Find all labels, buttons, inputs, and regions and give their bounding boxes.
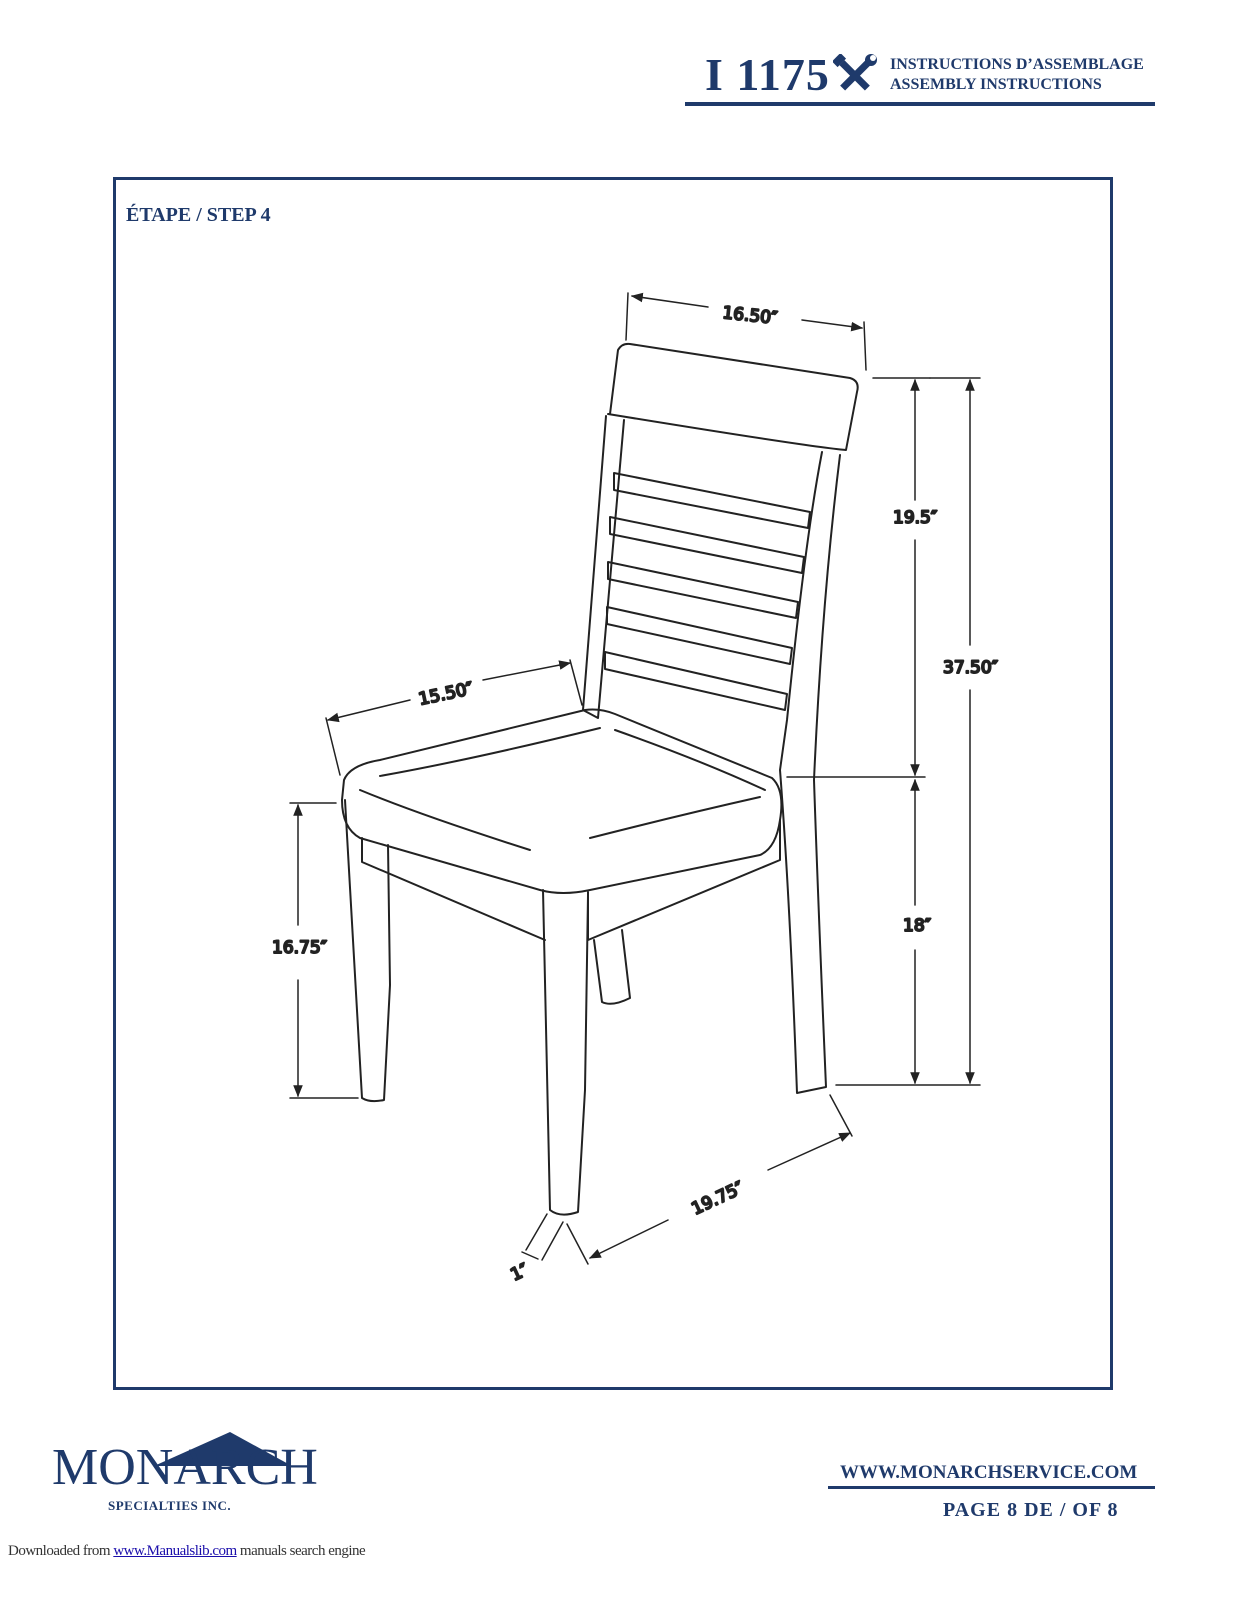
seat-seam bbox=[360, 790, 530, 850]
dim-floor-to-seat: 18″ bbox=[903, 916, 931, 936]
seat-apron bbox=[588, 820, 780, 940]
seat-seam bbox=[615, 730, 765, 790]
brand-name: MONARCH bbox=[52, 1439, 318, 1496]
brand-subtitle: SPECIALTIES INC. bbox=[108, 1498, 232, 1513]
front-right-leg bbox=[543, 890, 588, 1215]
download-note bbox=[8, 1543, 365, 1560]
seat-seam bbox=[590, 797, 760, 838]
dim-seat-depth: 15.50″ bbox=[416, 678, 475, 710]
page-number: PAGE 8 DE / OF 8 bbox=[943, 1499, 1119, 1521]
dim-seat-height: 16.75″ bbox=[272, 938, 328, 958]
right-back-post bbox=[780, 452, 840, 1093]
download-prefix: Downloaded from bbox=[8, 1543, 114, 1559]
dim-back-width: 16.50″ bbox=[721, 303, 779, 329]
website-url: WWW.MONARCHSERVICE.COM bbox=[840, 1462, 1138, 1483]
back-top-rail bbox=[608, 344, 858, 450]
brand-logo bbox=[50, 1428, 318, 1518]
step-title: ÉTAPE / STEP 4 bbox=[126, 204, 271, 226]
footer-divider bbox=[828, 1486, 1155, 1489]
back-slat bbox=[607, 607, 792, 664]
manualslib-link[interactable]: www.Manualslib.com bbox=[113, 1543, 237, 1559]
back-slat bbox=[610, 517, 804, 573]
back-slat bbox=[614, 473, 810, 528]
dim-leg-span: 19.75″ bbox=[688, 1178, 747, 1220]
back-slat bbox=[605, 652, 787, 710]
dim-leg-width: 1″ bbox=[507, 1260, 532, 1286]
back-left-leg bbox=[594, 930, 630, 1004]
model-number: I 1175 bbox=[705, 49, 830, 100]
title-french: INSTRUCTIONS D’ASSEMBLAGE bbox=[890, 56, 1144, 73]
dim-total-height: 37.50″ bbox=[943, 658, 999, 678]
title-english: ASSEMBLY INSTRUCTIONS bbox=[890, 76, 1102, 93]
download-suffix: manuals search engine bbox=[236, 1543, 366, 1559]
dim-back-height: 19.5″ bbox=[893, 508, 938, 528]
back-slat bbox=[608, 562, 798, 618]
